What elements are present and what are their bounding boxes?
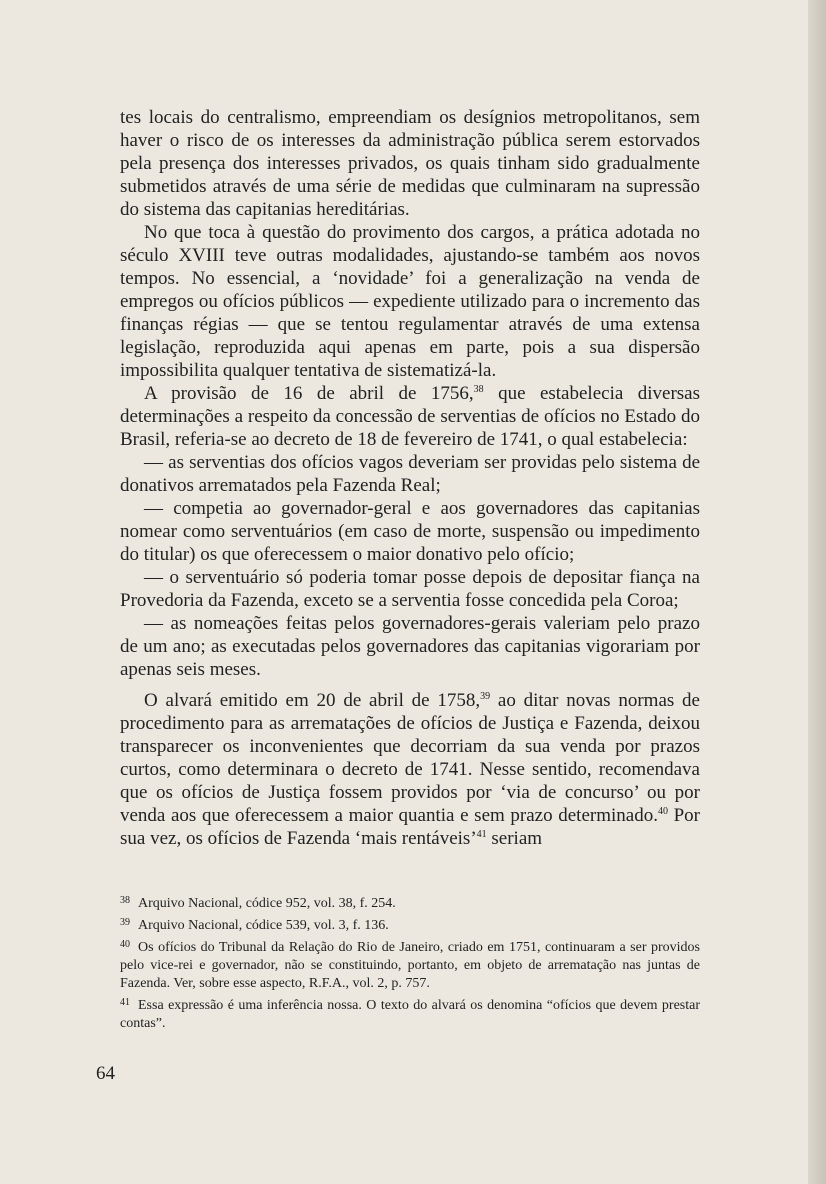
- page-number: 64: [96, 1063, 115, 1084]
- paragraph-4-text-c: Por sua vez, os ofícios de Fazenda ‘mais rentáveis’: [120, 805, 700, 849]
- footnote-ref-40: 40: [657, 806, 668, 817]
- paragraph-4-text-d: seriam: [486, 828, 543, 849]
- footnote-text: Os ofícios do Tribunal da Relação do Rio de Janeiro, criado em 1751, continuaram a ser providos pelo vice-rei e governador, não se constituindo, portanto, em objeto de arrematação nas juntas de Fazenda. Ver, sobre esse aspecto, R.F.A., vol. 2, p. 757.: [120, 940, 700, 991]
- footnote-40: [120, 936, 700, 993]
- paragraph-4-text-b: ao ditar novas normas de procedimento para as arrematações de ofícios de Justiça e Fazenda, deixou transparecer os inconvenientes que decorriam da sua venda por prazos curtos, como determinara o decreto de 1741. Nesse sentido, recomendava que os ofícios de Justiça fossem providos por ‘via de concurso’ ou por venda aos que oferecessem a maior quantia e sem prazo determinado.: [120, 690, 700, 826]
- footnote-39: [120, 914, 700, 935]
- list-item-4: — as nomeações feitas pelos governadores-gerais valeriam pelo prazo de um ano; as executadas pelos governadores das capitanias vigorariam por apenas seis meses.: [120, 613, 700, 680]
- footnote-text: Arquivo Nacional, códice 539, vol. 3, f. 136.: [138, 918, 389, 933]
- paragraph-4-text-a: O alvará emitido em 20 de abril de 1758,: [144, 690, 481, 711]
- scan-edge: [808, 0, 826, 1184]
- footnotes: [120, 892, 700, 1034]
- footnote-text: Arquivo Nacional, códice 952, vol. 38, f. 254.: [138, 896, 396, 911]
- footnote-number: 38: [120, 895, 130, 906]
- list-item-2: — competia ao governador-geral e aos governadores das capitanias nomear como serventuários (em caso de morte, suspensão ou impedimento do titular) os que oferecessem o maior donativo pelo ofício;: [120, 498, 700, 565]
- footnote-number: 39: [120, 917, 130, 928]
- paragraph-4: [120, 689, 700, 850]
- footnote-number: 40: [120, 939, 130, 950]
- footnote-ref-41: 41: [476, 829, 487, 840]
- paragraph-3-text-b: que estabelecia diversas determinações a respeito da concessão de serventias de ofícios no Estado do Brasil, referia-se ao decreto de 18 de fevereiro de 1741, o qual estabelecia:: [120, 383, 700, 450]
- paragraph-1: tes locais do centralismo, empreendiam os desígnios metropolitanos, sem haver o risco de os interesses da administração pública serem estorvados pela presença dos interesses privados, os quais tinham sido gradualmente submetidos através de uma série de medidas que culminaram na supressão do sistema das capitanias hereditárias.: [120, 107, 700, 220]
- list-item-1: — as serventias dos ofícios vagos deveriam ser providas pelo sistema de donativos arrematados pela Fazenda Real;: [120, 452, 700, 496]
- footnote-38: [120, 892, 700, 913]
- paragraph-3: [120, 382, 700, 451]
- main-text: [120, 106, 700, 850]
- footnote-number: 41: [120, 997, 130, 1008]
- footnote-ref-38: 38: [473, 384, 484, 395]
- footnote-41: [120, 994, 700, 1033]
- list-item-3: — o serventuário só poderia tomar posse depois de depositar fiança na Provedoria da Fazenda, exceto se a serventia fosse concedida pela Coroa;: [120, 567, 700, 611]
- paragraph-3-text-a: A provisão de 16 de abril de 1756,: [144, 383, 474, 404]
- paragraph-2: No que toca à questão do provimento dos cargos, a prática adotada no século XVIII teve outras modalidades, ajustando-se também aos novos tempos. No essencial, a ‘novidade’ foi a generalização na venda de empregos ou ofícios públicos — expediente utilizado para o incremento das finanças régias — que se tentou regulamentar através de uma extensa legislação, reproduzida aqui apenas em parte, pois a sua dispersão impossibilita qualquer tentativa de sistematizá-la.: [120, 222, 700, 381]
- footnote-text: Essa expressão é uma inferência nossa. O texto do alvará os denomina “ofícios que devem prestar contas”.: [120, 998, 700, 1031]
- footnote-ref-39: 39: [480, 691, 491, 702]
